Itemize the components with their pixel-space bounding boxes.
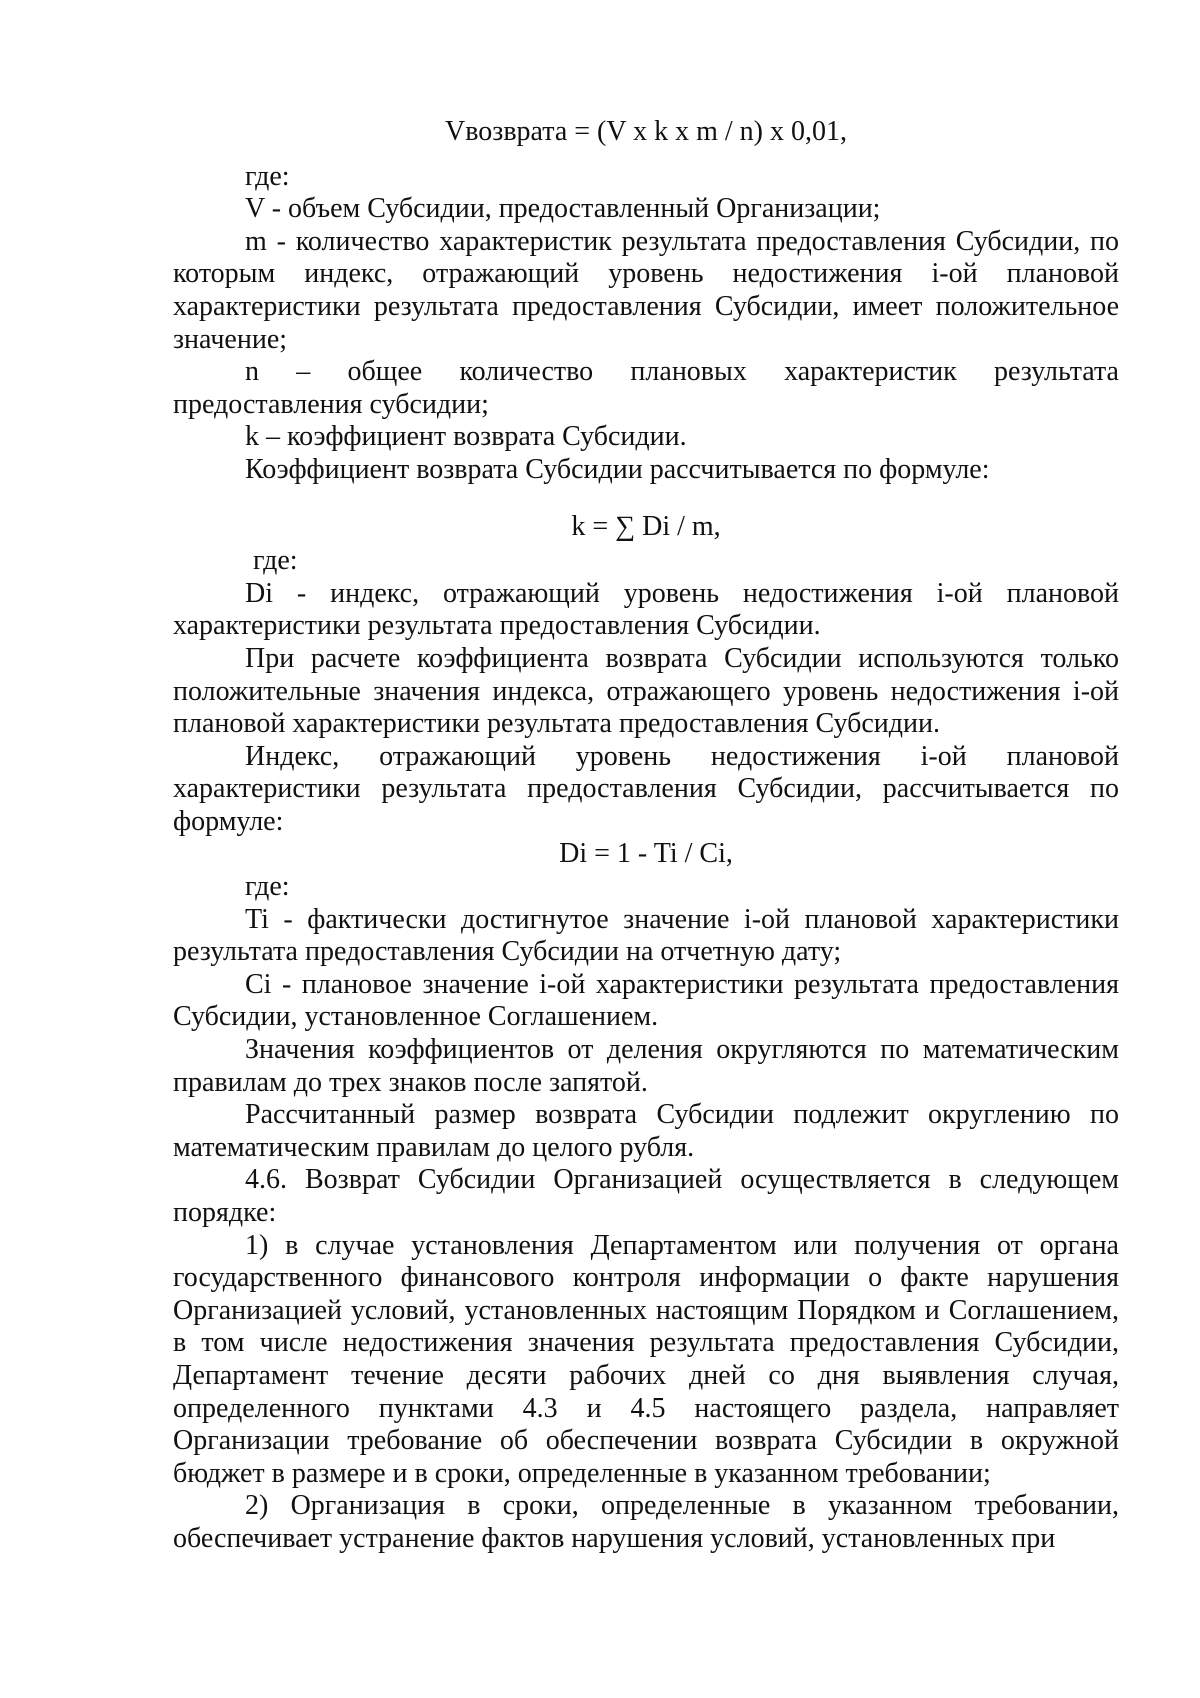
definition-ti: Ti - фактически достигнутое значение i-ой плановой характеристики результата предоставления Субсидии на отчетную дату;	[173, 903, 1119, 968]
index-intro: Индекс, отражающий уровень недостижения i-ой плановой характеристики результата предоставления Субсидии, рассчитывается по формуле:	[173, 740, 1119, 837]
formula-index: Di = 1 - Ti / Ci,	[559, 838, 733, 870]
clause-item-1: 1) в случае установления Департаментом или получения от органа государственного финансового контроля информации о факте нарушения Организацией условий, установленных настоящим Порядком и Соглашением, в том числе недостижения значения результата предоставления Субсидии, Департамент течение десяти рабочих дней со дня выявления случая, определенного пунктами 4.3 и 4.5 настоящего раздела, направляет Организации требование об обеспечении возврата Субсидии в окружной бюджет в размере и в сроки, определенные в указанном требовании;	[173, 1229, 1119, 1489]
definition-n: n – общее количество плановых характеристик результата предоставления субсидии;	[173, 356, 1119, 420]
definition-v: V - объем Субсидии, предоставленный Организации;	[245, 193, 881, 225]
coefficient-intro: Коэффициент возврата Субсидии рассчитывается по формуле:	[245, 453, 990, 485]
positive-values-note: При расчете коэффициента возврата Субсидии используются только положительные значения индекса, отражающего уровень недостижения i-ой плановой характеристики результата предоставления Субсидии.	[173, 642, 1119, 740]
definition-ci: Ci - плановое значение i-ой характеристики результата предоставления Субсидии, установленное Соглашением.	[173, 968, 1119, 1033]
formula-coefficient: k = ∑ Di / m,	[571, 510, 721, 542]
document-body	[173, 116, 1119, 1556]
clause-item-2: 2) Организация в сроки, определенные в указанном требовании, обеспечивает устранение фактов нарушения условий, установленных при	[173, 1490, 1119, 1554]
rounding-coefficients: Значения коэффициентов от деления округляются по математическим правилам до трех знаков после запятой.	[173, 1034, 1119, 1098]
where-label: где:	[253, 545, 298, 577]
where-label: где:	[245, 160, 290, 192]
definition-k: k – коэффициент возврата Субсидии.	[245, 421, 687, 453]
where-label: где:	[245, 871, 290, 903]
formula-return-amount: Vвозврата = (V x k x m / n) x 0,01,	[445, 116, 847, 147]
definition-m: m - количество характеристик результата предоставления Субсидии, по которым индекс, отражающий уровень недостижения i-ой плановой характеристики результата предоставления Субсидии, имеет положительное значение;	[173, 225, 1119, 355]
clause-4-6: 4.6. Возврат Субсидии Организацией осуществляется в следующем порядке:	[173, 1164, 1119, 1228]
rounding-amount: Рассчитанный размер возврата Субсидии подлежит округлению по математическим правилам до целого рубля.	[173, 1099, 1119, 1163]
definition-di: Di - индекс, отражающий уровень недостижения i-ой плановой характеристики результата предоставления Субсидии.	[173, 577, 1119, 642]
